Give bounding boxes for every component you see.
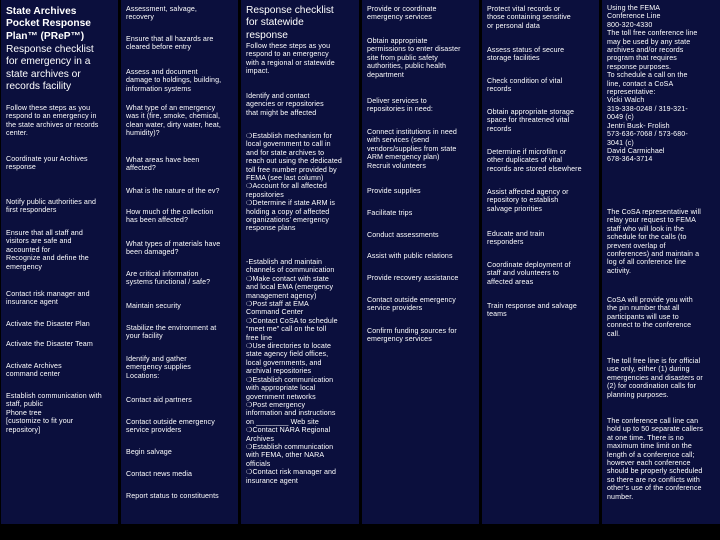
col2-step: How much of the collection has been affected? xyxy=(126,208,214,225)
col1-step: Activate the Disaster Team xyxy=(6,340,93,348)
col4-step: Contact outside emergency service providers xyxy=(367,296,456,313)
col4-step: Provide or coordinate emergency services xyxy=(367,5,437,22)
col2-step: What type of an emergency was it (fire, smoke, chemical, clean water, dirty water, heat, humidity)? xyxy=(126,104,221,138)
col5-step: Train response and salvage teams xyxy=(487,302,577,319)
col1-step: Follow these steps as you respond to an emergency in the state archives or records center. xyxy=(6,104,99,138)
col1-step: Coordinate your Archives response xyxy=(6,155,88,172)
col1-step: Ensure that all staff and visitors are safe and accounted for Recognize and define the emergency xyxy=(6,229,89,271)
col4-step: Provide recovery assistance xyxy=(367,274,459,282)
col4-step: Obtain appropriate permissions to enter disaster site from public safety authorities, public health department xyxy=(367,37,461,79)
col4-step: Provide supplies xyxy=(367,187,421,195)
col3-step: -Establish and maintain channels of communication ❍Make contact with state and local EMA (emergency management agency) ❍Post staff at EMA Command Center ❍Contact CoSA to schedule “meet me” call on the toll free line ❍Use directories to locate state agency field offices, local governments, and archival repositories ❍Establish communication with appropriate local government networks ❍Post emergency information and instructions on ________ Web site ❍Contact NARA Regional Archives ❍Establish communication with FEMA, other NARA officials ❍Contact risk manager and insurance agent xyxy=(246,258,338,485)
col4-step: Confirm funding sources for emergency services xyxy=(367,327,457,344)
col2-step: Identify and gather emergency supplies Locations: xyxy=(126,355,191,380)
plan-subtitle: Response checklist for emergency in a state archives or records facility xyxy=(6,44,94,92)
col6-paragraph: The conference call line can hold up to 50 separate callers at one time. There is no maximum time limit on the length of a conference call; however each conference should be properly scheduled so there are no conflicts with other’s use of the conference number. xyxy=(607,417,704,501)
col2-step: Maintain security xyxy=(126,302,181,310)
column-state-archives-prep xyxy=(1,0,118,524)
col2-step: Stabilize the environment at your facility xyxy=(126,324,217,341)
column-statewide-response xyxy=(241,0,359,524)
column-assessment-salvage xyxy=(121,0,238,524)
col5-step: Assist affected agency or repository to establish salvage priorities xyxy=(487,188,569,213)
col1-step: Notify public authorities and first responders xyxy=(6,198,97,215)
col5-step: Check condition of vital records xyxy=(487,77,563,94)
col3-step: Identify and contact agencies or repositories that might be affected xyxy=(246,92,324,117)
col2-step: Ensure that all hazards are cleared before entry xyxy=(126,35,214,52)
col5-step: Protect vital records or those containing sensitive or personal data xyxy=(487,5,571,30)
col5-step: Coordinate deployment of staff and volunteers to affected areas xyxy=(487,261,571,286)
col6-paragraph: The CoSA representative will relay your request to FEMA staff who will look in the schedule for the calls (to prevent overlap of conferences) and maintain a log of all conference line activity. xyxy=(607,208,701,275)
col4-step: Facilitate trips xyxy=(367,209,413,217)
col2-step: Report status to constituents xyxy=(126,492,219,500)
col2-step: Contact aid partners xyxy=(126,396,192,404)
col2-step: Contact news media xyxy=(126,470,193,478)
col4-step: Conduct assessments xyxy=(367,231,439,239)
col4-step: Connect institutions in need with services (send vendors/supplies from state ARM emergency plan) Recruit volunteers xyxy=(367,128,457,170)
col4-step: Deliver services to repositories in need: xyxy=(367,97,433,114)
col2-step: What types of materials have been damaged? xyxy=(126,240,221,257)
col6-paragraph: CoSA will provide you with the pin number that all participants will use to connect to the conference call. xyxy=(607,296,693,338)
col1-step: Activate the Disaster Plan xyxy=(6,320,90,328)
col2-step: Assessment, salvage, recovery xyxy=(126,5,197,22)
col6-paragraph: Using the FEMA Conference Line 800-320-4330 The toll free conference line may be used by any state archives and/or records program that requires response purposes. To schedule a call on the line, contact a CoSA representative: Vicki Walch 319-338-0248 / 319-321- 0049 (c) Jentri Busk- Frolish 573-636-7068 / 573-680- 3041 (c) David Carmichael 678-364-3714 xyxy=(607,4,698,164)
col2-step: What areas have been affected? xyxy=(126,156,200,173)
col3-step: Follow these steps as you respond to an emergency with a regional or statewide impact. xyxy=(246,42,335,76)
col5-step: Assess status of secure storage facilities xyxy=(487,46,565,63)
col4-step: Assist with public relations xyxy=(367,252,453,260)
col5-step: Obtain appropriate storage space for threatened vital records xyxy=(487,108,574,133)
col1-step: Contact risk manager and insurance agent xyxy=(6,290,90,307)
col6-paragraph: The toll free line is for official use only, either (1) during emergencies and disasters or (2) for coordination calls for planning purposes. xyxy=(607,357,703,399)
statewide-title: Response checklist for statewide response xyxy=(246,5,334,41)
col2-step: Assess and document damage to holdings, building, information systems xyxy=(126,68,222,93)
col2-step: Begin salvage xyxy=(126,448,172,456)
col3-step: ❍Establish mechanism for local government to call in and for state archives to reach out using the dedicated toll free number provided by FEMA (see last column) ❍Account for all affected repositories ❍Determine if state ARM is holding a copy of affected organizations’ emergency response plans xyxy=(246,132,342,233)
col2-step: What is the nature of the ev? xyxy=(126,187,220,195)
column-vital-records xyxy=(482,0,599,524)
col1-step: Activate Archives command center xyxy=(6,362,62,379)
plan-title: State Archives Pocket Response Plan™ (PReP™) xyxy=(6,6,91,42)
column-emergency-services xyxy=(362,0,479,524)
col5-step: Determine if microfilm or other duplicates of vital records are stored elsewhere xyxy=(487,148,582,173)
col2-step: Are critical information systems functional / safe? xyxy=(126,270,211,287)
col2-step: Contact outside emergency service providers xyxy=(126,418,215,435)
col1-step: Establish communication with staff, public Phone tree [customize to fit your repository] xyxy=(6,392,102,434)
col5-step: Educate and train responders xyxy=(487,230,545,247)
column-fema-conference-line xyxy=(602,0,720,524)
